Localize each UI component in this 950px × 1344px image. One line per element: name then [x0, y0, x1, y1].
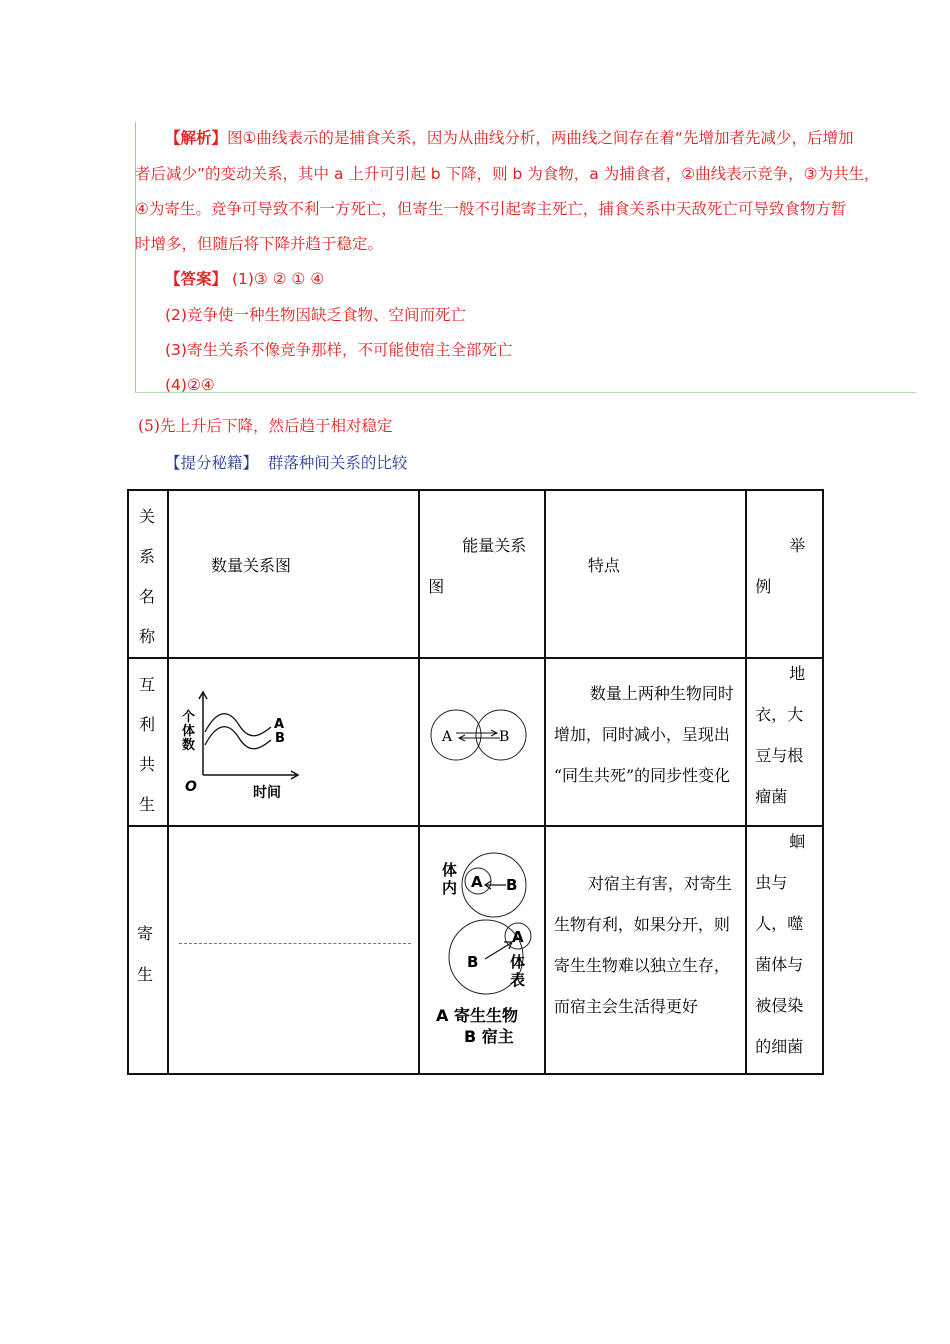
mutualism-feature-text: 数量上两种生物同时 增加，同时减小，呈现出 “同生共死”的同步性变化	[553, 684, 734, 785]
header-energy-line2: 图	[428, 577, 445, 596]
series-b-label: B	[274, 731, 285, 746]
chart-y-label-1: 个	[181, 710, 195, 725]
arrow-surface	[485, 943, 511, 959]
chart-y-label-2: 体	[181, 724, 195, 739]
table-row-parasitism	[128, 826, 823, 1074]
label-surface-2: 表	[510, 971, 526, 989]
series-a-label: A	[273, 717, 285, 732]
mutualism-name-text: 互 利 共 生	[139, 675, 156, 814]
header-quantity	[168, 490, 419, 658]
header-quantity-text: 数量关系图	[210, 556, 291, 575]
mutualism-example-text: 地 衣，大 豆与根 瘤菌	[755, 664, 806, 806]
header-energy	[419, 490, 545, 658]
svg-text:A: A	[512, 928, 524, 946]
series-a-curve	[205, 714, 271, 736]
table-header-row	[128, 490, 823, 658]
tip-tag: 【提分秘籍】	[165, 454, 259, 472]
tip-title: 群落种间关系的比较	[267, 454, 408, 472]
parasitism-feature-cell	[545, 826, 746, 1074]
header-energy-line1: 能量关系	[462, 536, 527, 555]
answer-item-5: (5)先上升后下降，然后趋于相对稳定	[138, 417, 393, 435]
header-feature-text: 特点	[587, 556, 620, 575]
mutualism-name	[128, 658, 168, 826]
mutualism-quantity-chart-cell	[168, 658, 419, 826]
mutualism-energy-cell	[419, 658, 545, 826]
label-inside-2: 内	[442, 879, 458, 897]
parasitism-energy-diagram	[430, 839, 550, 1069]
analysis-line-3: ④为寄生。竞争可导致不利一方死亡，但寄生一般不引起寄主死亡，捕食关系中天敌死亡可导致食物方暂	[135, 200, 847, 218]
energy-label-b: B	[499, 729, 510, 745]
analysis-tag: 【解析】	[165, 129, 228, 147]
table-row-mutualism	[128, 658, 823, 826]
mutualism-feature-cell	[545, 658, 746, 826]
mutualism-population-chart	[179, 687, 319, 807]
answer-item-3: (3)寄生关系不像竞争那样，不可能使宿主全部死亡	[165, 341, 513, 359]
parasitism-feature-text: 对宿主有害，对寄生 生物有利，如果分开，则 寄生生物难以独立生存， 而宿主会生活得更好	[553, 874, 732, 1016]
header-feature	[545, 490, 746, 658]
parasitism-name-text: 寄 生	[137, 924, 154, 984]
parasitism-blank-line	[179, 943, 411, 944]
chart-x-label: 时间	[252, 785, 281, 801]
header-example	[746, 490, 823, 658]
answer-tag: 【答案】	[165, 270, 228, 288]
label-inside-1: 体	[442, 861, 458, 879]
chart-origin-label: O	[184, 779, 197, 795]
energy-label-a: A	[442, 729, 453, 745]
circle-a	[431, 710, 481, 760]
analysis-line-4: 时增多，但随后将下降并趋于稳定。	[135, 235, 384, 253]
svg-text:B: B	[467, 953, 479, 971]
chart-y-label-3: 数	[181, 738, 195, 753]
header-name	[128, 490, 168, 658]
comparison-table	[127, 489, 824, 1075]
parasitism-example-cell	[746, 826, 823, 1074]
tip-heading	[165, 453, 407, 473]
parasitism-example-text: 蛔 虫与 人，噬 菌体与 被侵染 的细菌	[755, 832, 806, 1056]
series-b-curve	[205, 727, 271, 749]
parasitism-name	[128, 826, 168, 1074]
legend-host: B 宿主	[464, 1027, 514, 1046]
answer-item-4: (4)②④	[165, 376, 215, 394]
svg-text:A: A	[471, 873, 483, 891]
analysis-line-1: 【解析】图①曲线表示的是捕食关系，因为从曲线分析，两曲线之间存在着“先增加者先减少，后增加	[165, 129, 854, 147]
parasitism-energy-cell	[419, 826, 545, 1074]
parasitism-quantity-cell	[168, 826, 419, 1074]
analysis-line-2: 者后减少”的变动关系，其中 a 上升可引起 b 下降，则 b 为食物，a 为捕食者，②曲线表示竞争，③为共生，	[135, 165, 880, 183]
header-example-line2: 例	[755, 577, 772, 596]
svg-text:B: B	[506, 876, 518, 894]
mutualism-example-cell	[746, 658, 823, 826]
answer-line-1: 【答案】 (1)③ ② ① ④	[165, 270, 325, 288]
answer-item-2: (2)竞争使一种生物因缺乏食物、空间而死亡	[165, 306, 466, 324]
legend-parasite: A 寄生生物	[436, 1006, 519, 1025]
header-example-line1: 举	[789, 536, 806, 555]
mutualism-energy-diagram	[428, 701, 533, 771]
header-name-text: 关 系 名 称	[139, 507, 156, 646]
label-surface-1: 体	[510, 953, 526, 971]
